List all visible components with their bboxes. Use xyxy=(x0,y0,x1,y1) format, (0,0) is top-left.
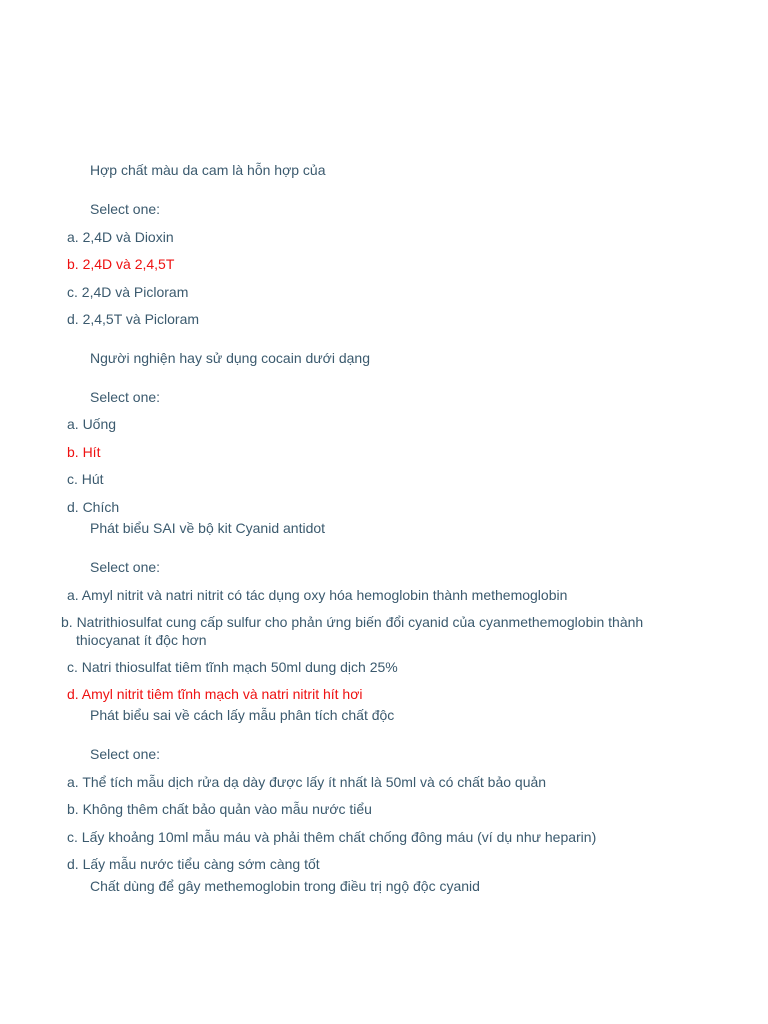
question-1-option-a[interactable]: a. 2,4D và Dioxin xyxy=(67,229,174,245)
question-3-prompt: Phát biểu SAI về bộ kit Cyanid antidot xyxy=(90,520,326,536)
question-1-option-b[interactable]: b. 2,4D và 2,4,5T xyxy=(67,256,175,272)
question-2-option-c[interactable]: c. Hút xyxy=(67,471,104,487)
question-2-option-b[interactable]: b. Hít xyxy=(67,444,101,460)
question-4-option-b[interactable]: b. Không thêm chất bảo quản vào mẫu nước tiểu xyxy=(67,801,372,817)
question-1-option-d[interactable]: d. 2,4,5T và Picloram xyxy=(67,311,200,327)
question-4-option-d[interactable]: d. Lấy mẫu nước tiểu càng sớm càng tốt xyxy=(67,856,320,872)
question-3-option-a[interactable]: a. Amyl nitrit và natri nitrit có tác dụng oxy hóa hemoglobin thành methemoglobin xyxy=(67,587,568,603)
question-4-option-a[interactable]: a. Thể tích mẫu dịch rửa dạ dày được lấy ít nhất là 50ml và có chất bảo quản xyxy=(67,774,547,790)
question-3-option-b[interactable]: b. Natrithiosulfat cung cấp sulfur cho phản ứng biến đổi cyanid của cyanmethemoglobin thành thiocyanat ít độc hơn xyxy=(61,614,644,648)
question-4-select-label: Select one: xyxy=(90,746,161,762)
question-2-prompt: Người nghiện hay sử dụng cocain dưới dạng xyxy=(90,350,370,366)
question-1-prompt: Hợp chất màu da cam là hỗn hợp của xyxy=(90,162,326,178)
question-3-select-label: Select one: xyxy=(90,559,161,575)
question-5-prompt: Chất dùng để gây methemoglobin trong điều trị ngộ độc cyanid xyxy=(90,878,480,894)
question-2-option-d[interactable]: d. Chích xyxy=(67,499,120,515)
question-2-option-a[interactable]: a. Uống xyxy=(67,416,117,432)
question-1-select-label: Select one: xyxy=(90,201,161,217)
question-2-select-label: Select one: xyxy=(90,389,161,405)
question-4-option-c[interactable]: c. Lấy khoảng 10ml mẫu máu và phải thêm chất chống đông máu (ví dụ như heparin) xyxy=(67,829,597,845)
question-3-option-c[interactable]: c. Natri thiosulfat tiêm tĩnh mạch 50ml dung dịch 25% xyxy=(67,659,398,675)
question-3-option-d[interactable]: d. Amyl nitrit tiêm tĩnh mạch và natri nitrit hít hơi xyxy=(67,686,363,702)
question-4-prompt: Phát biểu sai về cách lấy mẫu phân tích chất độc xyxy=(90,707,395,723)
question-1-option-c[interactable]: c. 2,4D và Picloram xyxy=(67,284,189,300)
